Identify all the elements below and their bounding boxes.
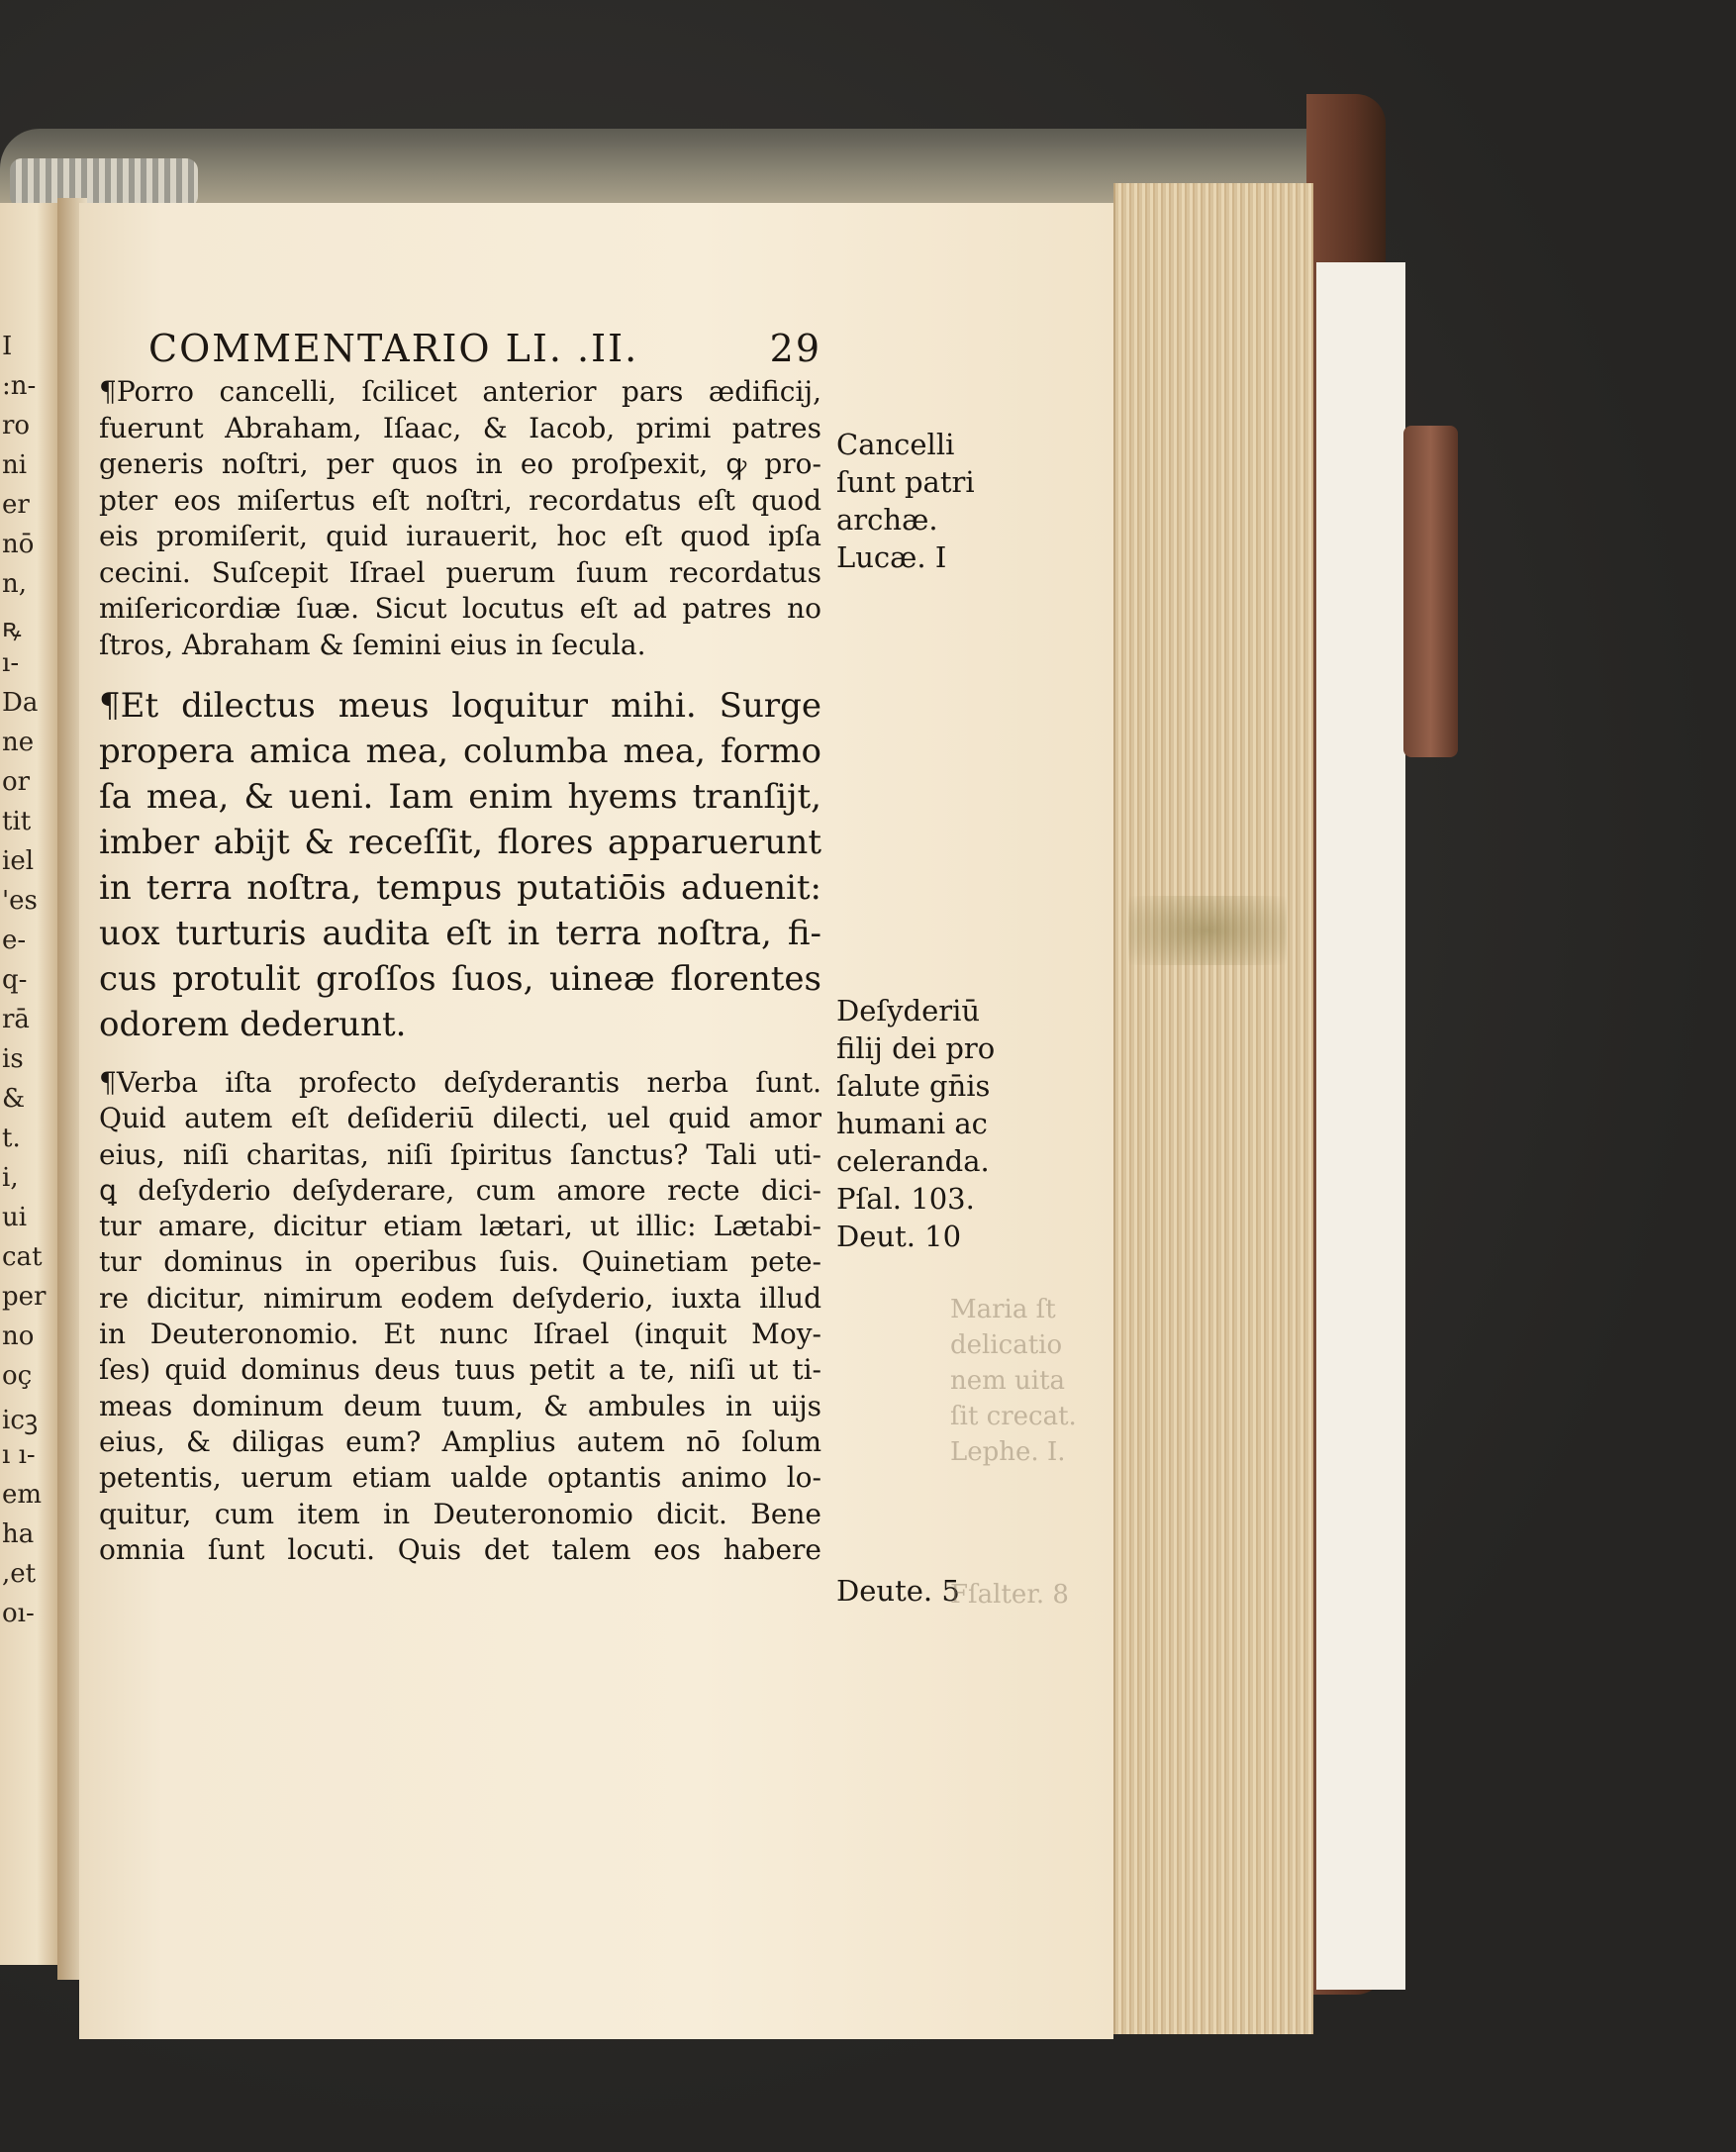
left-page-fragment: nō bbox=[2, 530, 35, 559]
header-title: COMMENTARIO LI. .II. bbox=[148, 327, 639, 370]
marginal-note-line: celeranda. bbox=[836, 1144, 990, 1178]
bleed-through-text bbox=[950, 1292, 1077, 1613]
marginal-note-cancelli bbox=[836, 426, 1054, 576]
text-line: omnia ſunt locuti. Quis det talem eos habere bbox=[99, 1532, 821, 1566]
text-line: cus protulit groſſos ſuos, uineæ florentes bbox=[99, 959, 821, 999]
left-page-fragment: :n- bbox=[2, 371, 37, 401]
left-page-fragment: no bbox=[2, 1321, 35, 1351]
left-page-fragment: ı ı- bbox=[2, 1440, 36, 1470]
text-line: meas dominum deum tuum, & ambules in uijs bbox=[99, 1389, 821, 1422]
text-line: uox turturis audita eſt in terra noſtra, fi- bbox=[99, 914, 821, 953]
bleed-through-line: nem uita bbox=[950, 1366, 1066, 1396]
left-page-fragment: em bbox=[2, 1480, 43, 1510]
page-block-edges bbox=[1113, 183, 1313, 2034]
text-line: ¶Et dilectus meus loquitur mihi. Surge bbox=[99, 686, 821, 726]
text-line: eius, & diligas eum? Amplius autem nō ſolum bbox=[99, 1424, 821, 1458]
left-page-fragment: ı- bbox=[2, 648, 20, 678]
left-page-fragment: Da bbox=[2, 688, 39, 718]
left-page-fragment: e- bbox=[2, 926, 27, 955]
marginal-note-line: Deut. 10 bbox=[836, 1220, 962, 1253]
text-line: odorem dederunt. bbox=[99, 1005, 407, 1044]
text-line: eius, niſi charitas, niſi ſpiritus ſanctus? Tali uti- bbox=[99, 1137, 821, 1171]
left-page-fragment: i, bbox=[2, 1163, 19, 1193]
text-line: miſericordiæ ſuæ. Sicut locutus eſt ad patres no bbox=[99, 592, 821, 625]
bleed-through-line bbox=[950, 1470, 1059, 1506]
text-line: ſtros, Abraham & ſemini eius in ſecula. bbox=[99, 628, 646, 661]
folio-number: 29 bbox=[769, 327, 821, 370]
left-page-fragment: ui bbox=[2, 1203, 28, 1232]
left-page-fragment: ,et bbox=[2, 1559, 37, 1589]
left-page-fragment: t. bbox=[2, 1124, 21, 1153]
bleed-through-line: Lephe. I. bbox=[950, 1437, 1066, 1467]
text-line: petentis, uerum etiam ualde optantis animo lo- bbox=[99, 1461, 821, 1495]
left-page-edge bbox=[0, 203, 61, 1965]
left-page-fragment: ni bbox=[2, 450, 28, 480]
left-page-fragment: or bbox=[2, 767, 31, 797]
left-page-fragment: ne bbox=[2, 728, 35, 757]
text-line: in Deuteronomio. Et nunc Iſrael (inquit Moy- bbox=[99, 1318, 821, 1351]
text-line: ¶Porro cancelli, ſcilicet anterior pars ædificij, bbox=[99, 375, 821, 408]
left-page-fragment: ro bbox=[2, 411, 31, 440]
main-text-block bbox=[99, 374, 821, 1568]
marginal-note-line: Cancelli bbox=[836, 428, 955, 461]
left-page-fragment: tit bbox=[2, 807, 32, 836]
marginal-note-line: filij dei pro bbox=[836, 1031, 996, 1065]
running-header bbox=[148, 327, 821, 370]
text-line: ſa mea, & ueni. Iam enim hyems tranſijt, bbox=[99, 777, 821, 817]
paragraph bbox=[99, 1065, 821, 1568]
text-line: quitur, cum item in Deuteronomio dicit. Bene bbox=[99, 1497, 821, 1530]
left-page-fragment: ha bbox=[2, 1519, 35, 1549]
bleed-through-line: delicatio bbox=[950, 1330, 1063, 1360]
text-line: fuerunt Abraham, Iſaac, & Iacob, primi patres bbox=[99, 411, 821, 444]
text-line: eis promiſerit, quid iurauerit, hoc eſt quod ipſa bbox=[99, 520, 821, 552]
text-line: tur dominus in operibus ſuis. Quinetiam pete- bbox=[99, 1245, 821, 1279]
left-page-fragment: oç bbox=[2, 1361, 33, 1391]
cover-pastedown bbox=[1316, 262, 1405, 1990]
left-page-fragment: rā bbox=[2, 1005, 30, 1034]
text-line: propera amica mea, columba mea, formo bbox=[99, 732, 821, 771]
marginal-note-line: Deute. 5 bbox=[836, 1574, 960, 1608]
text-line: tur amare, dicitur etiam lætari, ut illic: Lætabi- bbox=[99, 1210, 821, 1243]
marginal-note-line: humani ac bbox=[836, 1107, 988, 1140]
edge-stain bbox=[1128, 896, 1287, 965]
left-page-fragment: ꝶ bbox=[2, 614, 22, 643]
left-page-fragment: er bbox=[2, 490, 30, 520]
text-line: ſes) quid dominus deus tuus petit a te, niſi ut ti- bbox=[99, 1353, 821, 1387]
left-page-fragment: icꝫ bbox=[2, 1406, 39, 1435]
left-page-fragment: per bbox=[2, 1282, 47, 1312]
left-page-fragment: & bbox=[2, 1084, 26, 1114]
text-line: in terra noſtra, tempus putatiōis aduenit: bbox=[99, 868, 821, 908]
text-line: re dicitur, nimirum eodem deſyderio, iuxta illud bbox=[99, 1281, 821, 1315]
paragraph bbox=[99, 374, 821, 663]
text-line: ꝗ deſyderio deſyderare, cum amore recte dici- bbox=[99, 1173, 821, 1207]
headband bbox=[10, 158, 198, 208]
left-page-fragment: n, bbox=[2, 569, 28, 599]
bleed-through-line: Maria ſt bbox=[950, 1295, 1056, 1324]
marginal-note-line: Lucæ. I bbox=[836, 540, 947, 574]
marginal-note-line: ſalute gn̄is bbox=[836, 1069, 991, 1103]
left-page-fragment: q- bbox=[2, 965, 28, 995]
bleed-through-line bbox=[950, 1506, 1059, 1541]
left-page-fragment: iel bbox=[2, 846, 35, 876]
left-page-fragment: is bbox=[2, 1044, 24, 1074]
left-page-fragment: 'es bbox=[2, 886, 38, 916]
marginal-note-desyderium bbox=[836, 992, 1054, 1255]
bleed-through-line: ſit crecat. bbox=[950, 1402, 1077, 1431]
left-page-fragment: I bbox=[2, 332, 13, 361]
text-line: cecini. Suſcepit Iſrael puerum ſuum recordatus bbox=[99, 555, 821, 589]
paragraph bbox=[99, 683, 821, 1047]
bleed-through-line: Fſalter. 8 bbox=[950, 1580, 1069, 1610]
text-line: Quid autem eſt deſideriū dilecti, uel quid amor bbox=[99, 1102, 821, 1135]
bleed-through-line bbox=[950, 1541, 1059, 1577]
left-page-fragment: cat bbox=[2, 1242, 43, 1272]
marginal-note-line: Pſal. 103. bbox=[836, 1182, 975, 1216]
marginal-note-line: Deſyderiū bbox=[836, 994, 981, 1027]
marginal-note-line: ſunt patri bbox=[836, 465, 975, 499]
left-page-fragment: oı- bbox=[2, 1599, 35, 1628]
text-line: pter eos miſertus eſt noſtri, recordatus eſt quod bbox=[99, 483, 821, 517]
clasp-strap bbox=[1403, 426, 1458, 757]
text-line: ¶Verba iſta profecto deſyderantis nerba ſunt. bbox=[99, 1066, 821, 1099]
marginal-note-line: archæ. bbox=[836, 503, 938, 537]
text-line: generis noſtri, per quos in eo proſpexit, ꝙ pro- bbox=[99, 447, 821, 480]
text-line: imber abijt & receſſit, flores apparuerunt bbox=[99, 823, 821, 862]
